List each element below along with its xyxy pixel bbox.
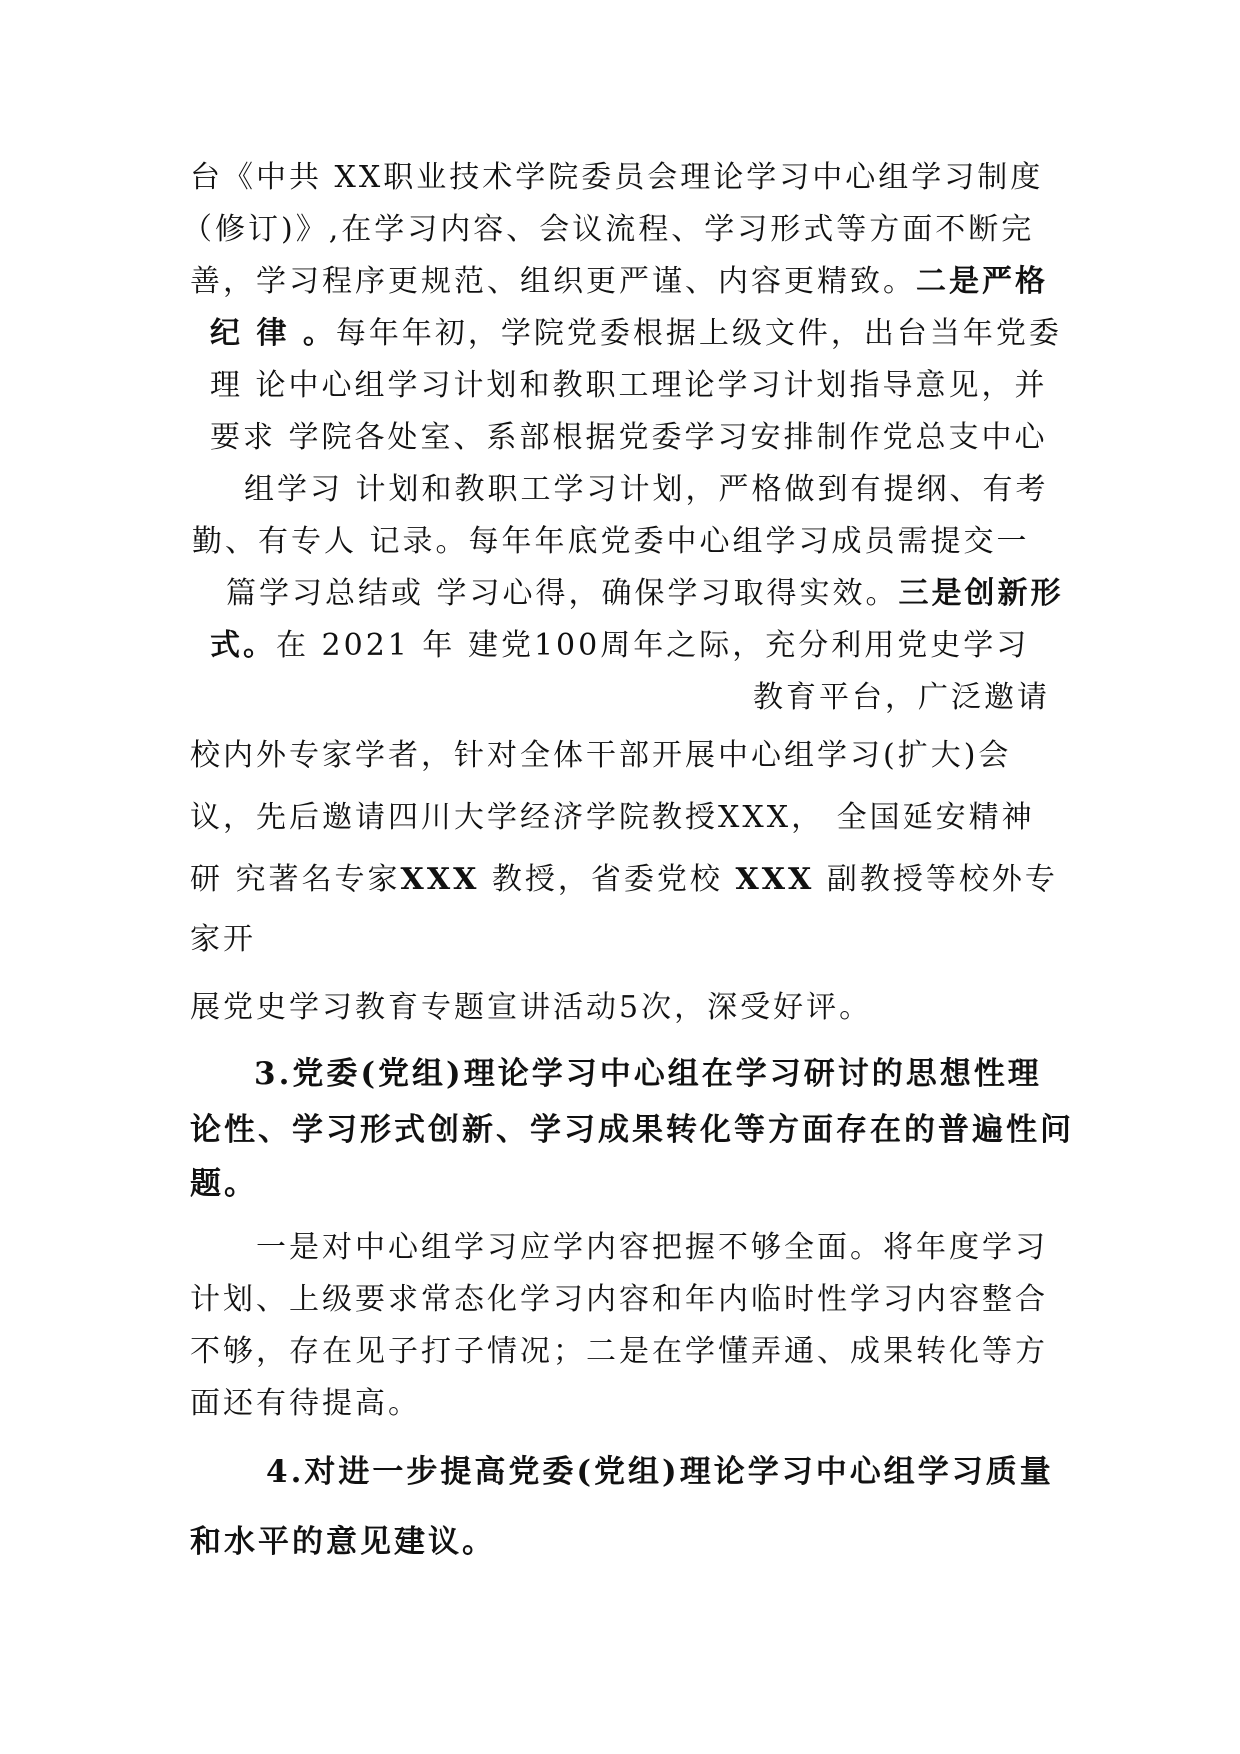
bold-text: XXX xyxy=(735,862,815,897)
text-line-14 xyxy=(190,860,1058,900)
line-text: 篇学习总结或 学习心得，确保学习取得实效。 xyxy=(226,576,899,611)
line-text: 校内外专家学者，针对全体干部开展中心组学习(扩大)会 xyxy=(190,738,1012,773)
heading-text: 和水平的意见建议。 xyxy=(190,1524,496,1560)
section-3-heading-line-3 xyxy=(190,1164,258,1204)
text-line-2 xyxy=(182,210,1034,250)
line-text: 理 论中心组学习计划和教职工理论学习计划指导意见，并 xyxy=(210,368,1048,403)
bold-text: 纪 律 。 xyxy=(210,316,336,351)
text-line-8 xyxy=(192,522,1030,562)
text-line-3 xyxy=(190,262,1048,302)
heading-text: 论性、学习形式创新、学习成果转化等方面存在的普遍性问 xyxy=(190,1112,1074,1148)
text-line-9 xyxy=(226,574,1064,614)
bold-text: 三是创新形 xyxy=(898,576,1064,611)
line-text: 教育平台，广泛邀请 xyxy=(753,680,1050,715)
heading-text: 题。 xyxy=(190,1166,258,1202)
text-line-1 xyxy=(190,158,1043,198)
text-line-10 xyxy=(210,626,1029,666)
section-3-heading-line-2 xyxy=(190,1110,1074,1150)
line-text: 组学习 计划和教职工学习计划，严格做到有提纲、有考 xyxy=(244,472,1049,507)
line-text: 副教授等校外专 xyxy=(814,862,1058,897)
section-4-heading-line-1 xyxy=(266,1452,1054,1492)
line-text: 展党史学习教育专题宣讲活动5次，深受好评。 xyxy=(190,990,873,1025)
para-3-line-2 xyxy=(190,1280,1048,1320)
line-text: 每年年初，学院党委根据上级文件，出台当年党委 xyxy=(335,316,1062,351)
text-line-5 xyxy=(210,366,1048,406)
text-line-7 xyxy=(244,470,1049,510)
section-3-heading-line-1 xyxy=(254,1054,1042,1094)
line-text: 研 究著名专家 xyxy=(190,862,401,897)
line-text: 家开 xyxy=(190,922,256,957)
line-text: 教授，省委党校 xyxy=(479,862,736,897)
line-text: 勤、有专人 记录。每年年底党委中心组学习成员需提交一 xyxy=(192,524,1030,559)
text-line-4 xyxy=(210,314,1062,354)
para-3-line-3 xyxy=(190,1332,1048,1372)
line-text: （修订)》,在学习内容、会议流程、学习形式等方面不断完 xyxy=(182,212,1035,247)
text-line-16 xyxy=(190,988,872,1028)
line-text: 一是对中心组学习应学内容把握不够全面。将年度学习 xyxy=(256,1230,1048,1265)
heading-text: 3.党委(党组)理论学习中心组在学习研讨的思想性理 xyxy=(254,1056,1042,1092)
line-text: 善，学习程序更规范、组织更严谨、内容更精致。 xyxy=(190,264,916,299)
line-text: 面还有待提高。 xyxy=(190,1386,421,1421)
text-line-13 xyxy=(190,798,1035,838)
line-text: 计划、上级要求常态化学习内容和年内临时性学习内容整合 xyxy=(190,1282,1048,1317)
section-4-heading-line-2 xyxy=(190,1522,496,1562)
bold-text: 式。 xyxy=(210,628,276,663)
line-text: 要求 学院各处室、系部根据党委学习安排制作党总支中心 xyxy=(210,420,1048,455)
text-line-6 xyxy=(210,418,1048,458)
bold-text: XXX xyxy=(400,862,480,897)
text-line-15 xyxy=(190,920,256,960)
text-line-11 xyxy=(753,678,1050,718)
bold-text: 二是严格 xyxy=(916,264,1048,299)
heading-text: 4.对进一步提高党委(党组)理论学习中心组学习质量 xyxy=(266,1454,1054,1490)
para-3-line-4 xyxy=(190,1384,421,1424)
line-text: 议，先后邀请四川大学经济学院教授XXX， 全国延安精神 xyxy=(190,800,1035,835)
line-text: 在 2021 年 建党100周年之际，充分利用党史学习 xyxy=(276,628,1030,663)
line-text: 台《中共 XX职业技术学院委员会理论学习中心组学习制度 xyxy=(190,160,1044,195)
text-line-12 xyxy=(190,736,1011,776)
line-text: 不够，存在见子打子情况；二是在学懂弄通、成果转化等方 xyxy=(190,1334,1048,1369)
para-3-line-1 xyxy=(256,1228,1048,1268)
